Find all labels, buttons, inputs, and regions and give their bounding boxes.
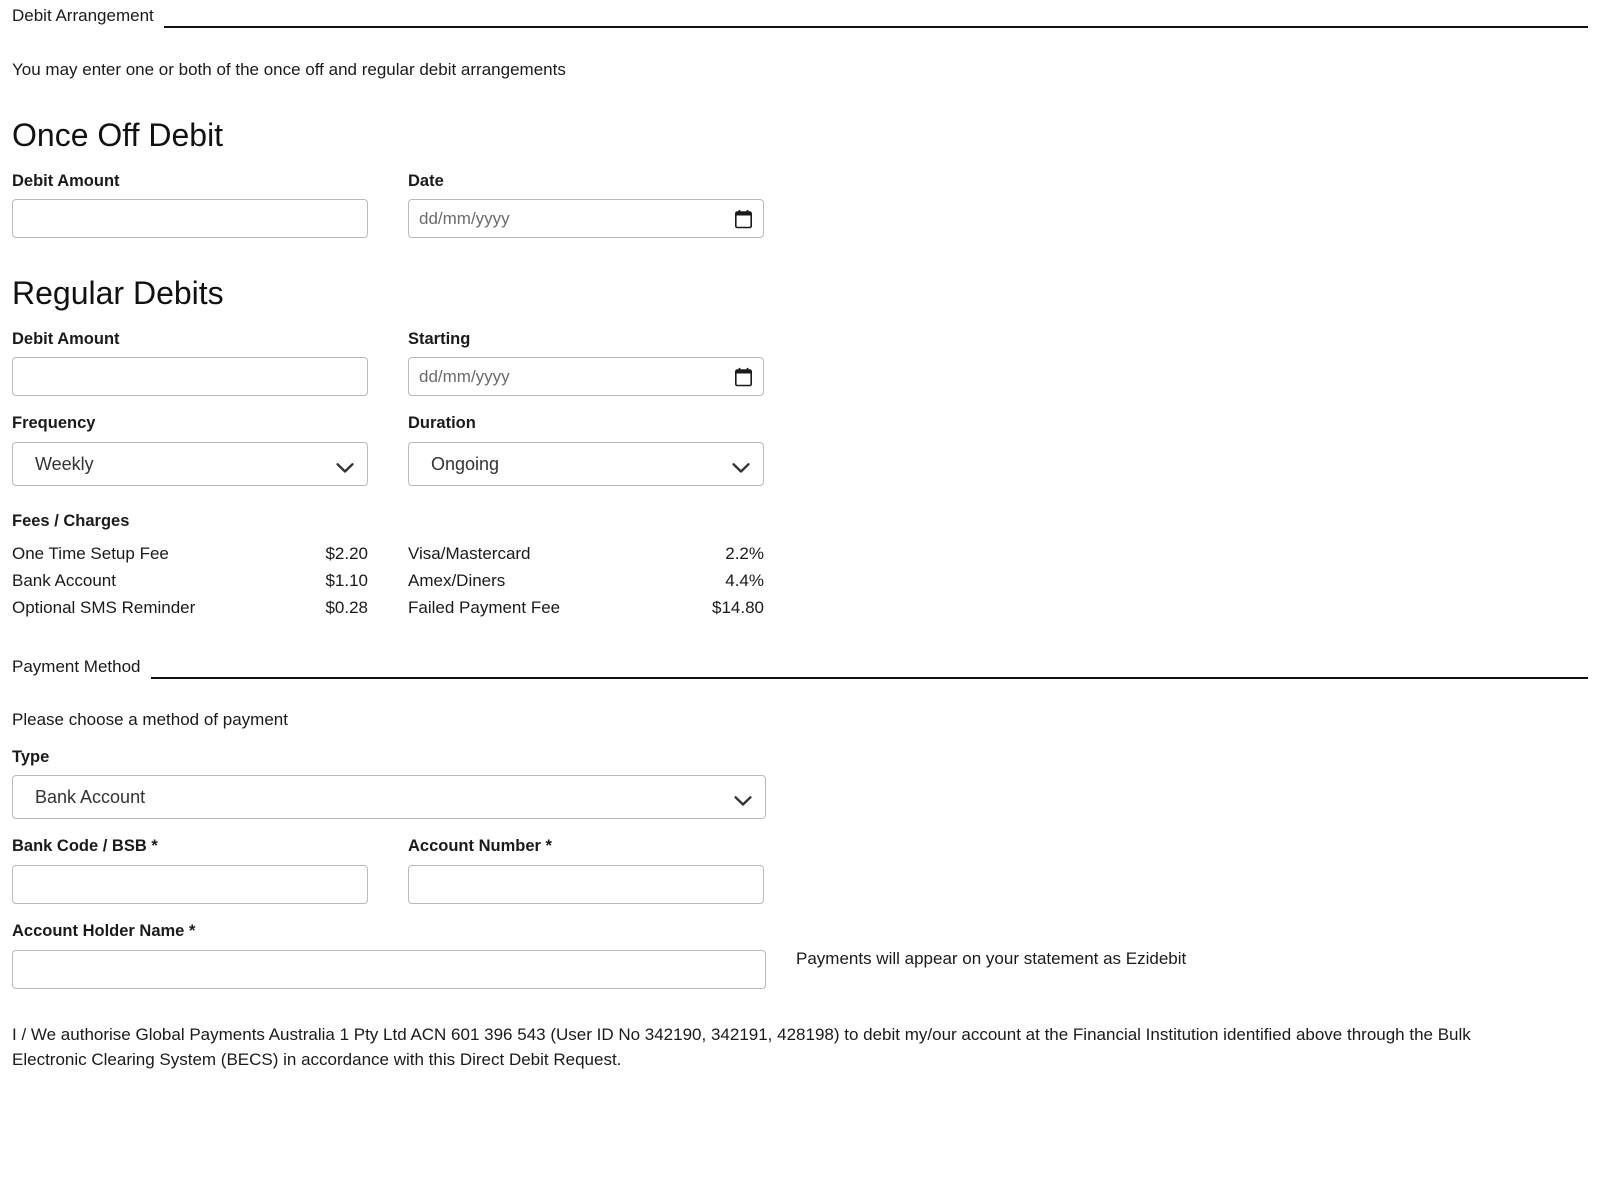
bank-details-row (12, 837, 1588, 904)
section-header-payment-method (12, 651, 1588, 679)
account-holder-label: Account Holder Name * (12, 922, 196, 941)
fee-name: Optional SMS Reminder (12, 598, 196, 618)
account-holder-input[interactable] (12, 950, 766, 989)
fee-name: Amex/Diners (408, 571, 506, 591)
bsb-label: Bank Code / BSB * (12, 837, 158, 856)
regular-start-field (408, 330, 804, 397)
fees-title: Fees / Charges (12, 512, 130, 531)
section-header-debit-arrangement (12, 0, 1588, 28)
statement-note: Payments will appear on your statement as Ezidebit (796, 948, 1187, 968)
once-off-date-input[interactable] (408, 199, 764, 238)
section-divider (164, 26, 1588, 28)
fees-column-left (12, 540, 408, 621)
fee-name: Bank Account (12, 571, 116, 591)
regular-start-date-input[interactable] (408, 357, 764, 396)
payment-type-label: Type (12, 747, 50, 766)
fees-column-right (408, 540, 804, 621)
regular-start-date-wrap (408, 357, 764, 396)
fee-value: $2.20 (325, 544, 368, 564)
regular-schedule-row (12, 414, 1588, 486)
debit-arrangement-intro: You may enter one or both of the once off and regular debit arrangements (12, 60, 566, 80)
fee-row (12, 594, 368, 621)
payment-method-intro: Please choose a method of payment (12, 709, 288, 729)
account-holder-row (12, 922, 1588, 989)
once-off-amount-field (12, 172, 408, 239)
fee-value: $0.28 (325, 598, 368, 618)
fee-row (408, 594, 764, 621)
fee-row (408, 567, 764, 594)
account-number-field (408, 837, 804, 904)
once-off-debit-title: Once Off Debit (12, 117, 224, 154)
once-off-date-field (408, 172, 804, 239)
frequency-field (12, 414, 408, 486)
regular-start-label: Starting (408, 329, 471, 348)
once-off-date-wrap (408, 199, 764, 238)
regular-debits-title: Regular Debits (12, 275, 224, 312)
frequency-select-wrap (12, 442, 368, 486)
fee-row (12, 540, 368, 567)
frequency-select[interactable] (12, 442, 368, 486)
fee-name: Visa/Mastercard (408, 544, 531, 564)
payment-type-select[interactable] (12, 775, 766, 819)
regular-amount-label: Debit Amount (12, 329, 120, 348)
duration-label: Duration (408, 414, 476, 433)
regular-amount-field (12, 330, 408, 397)
section-divider (151, 677, 1588, 679)
fee-row (12, 567, 368, 594)
section-title-debit-arrangement: Debit Arrangement (12, 6, 154, 25)
duration-select-wrap (408, 442, 764, 486)
frequency-label: Frequency (12, 414, 96, 433)
account-number-label: Account Number * (408, 837, 552, 856)
once-off-date-label: Date (408, 171, 444, 190)
fee-value: 2.2% (725, 544, 764, 564)
fee-row (408, 540, 764, 567)
bsb-input[interactable] (12, 865, 368, 904)
fee-name: Failed Payment Fee (408, 598, 561, 618)
regular-amount-row (12, 330, 1588, 397)
fee-value: $14.80 (712, 598, 764, 618)
regular-amount-input[interactable] (12, 357, 368, 396)
bsb-field (12, 837, 408, 904)
account-holder-field (12, 922, 766, 989)
account-number-input[interactable] (408, 865, 764, 904)
section-title-payment-method: Payment Method (12, 657, 141, 677)
legal-authorisation-text: I / We authorise Global Payments Australia 1 Pty Ltd ACN 601 396 543 (User ID No 342190, 342191, 428198) to debit my/our account at the Financial Institution identified above through the Bulk Electronic Clearing System (BECS) in accordance with this Direct Debit Request. (12, 1024, 1471, 1069)
once-off-amount-input[interactable] (12, 199, 368, 238)
payment-type-field (12, 748, 766, 820)
fees-grid (12, 540, 1588, 621)
fee-value: $1.10 (325, 571, 368, 591)
fee-name: One Time Setup Fee (12, 544, 169, 564)
once-off-fields-row (12, 172, 1588, 239)
payment-type-row (12, 748, 1588, 820)
fee-value: 4.4% (725, 571, 764, 591)
once-off-amount-label: Debit Amount (12, 171, 120, 190)
duration-select[interactable] (408, 442, 764, 486)
payment-type-select-wrap (12, 775, 766, 819)
duration-field (408, 414, 804, 486)
